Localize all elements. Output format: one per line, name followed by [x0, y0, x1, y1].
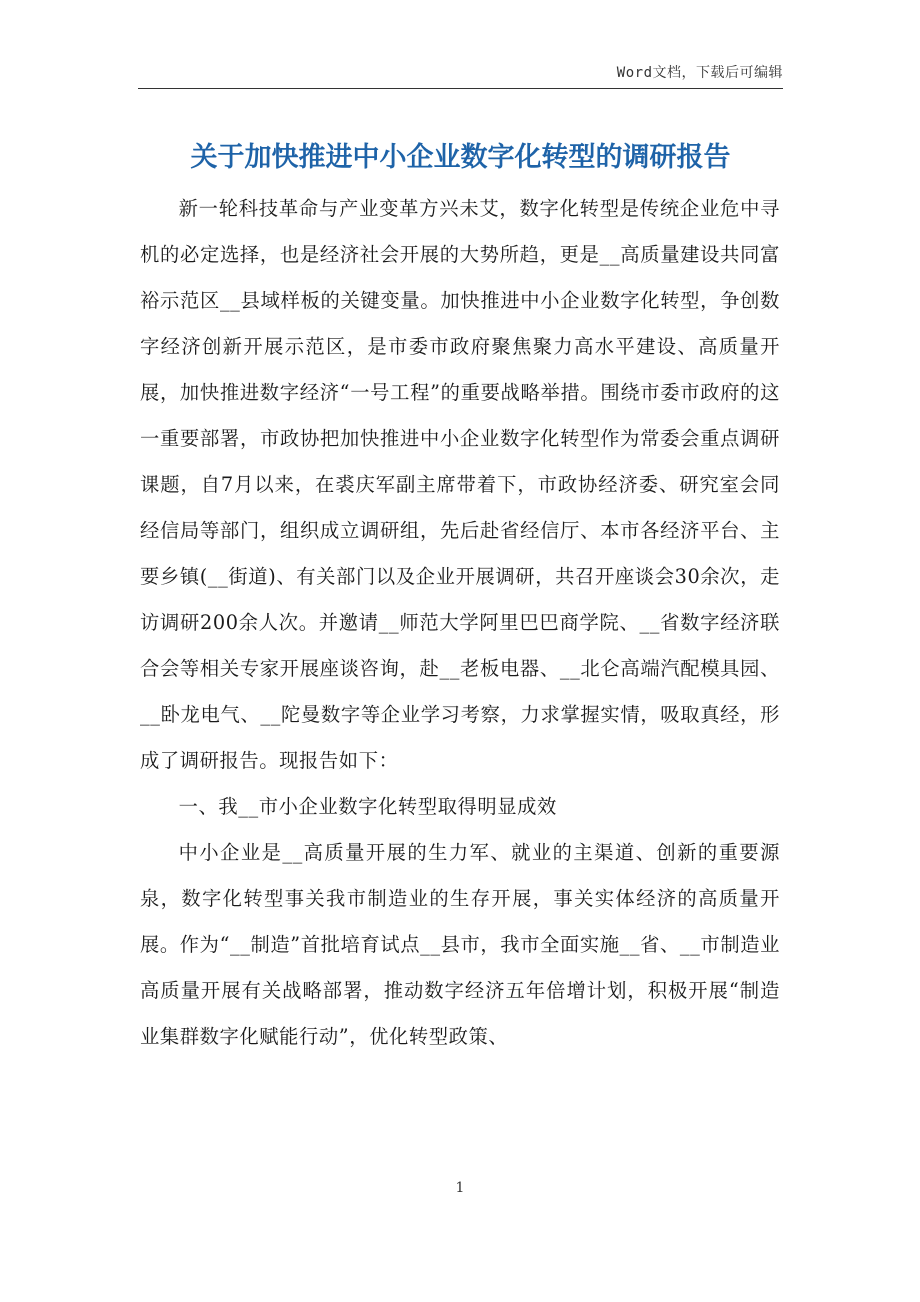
- paragraph-intro: 新一轮科技革命与产业变革方兴未艾，数字化转型是传统企业危中寻机的必定选择，也是经济社会开展的大势所趋，更是__高质量建设共同富裕示范区__县域样板的关键变量。加快推进中小企业数字化转型，争创数字经济创新开展示范区，是市委市政府聚焦聚力高水平建设、高质量开展，加快推进数字经济“一号工程”的重要战略举措。围绕市委市政府的这一重要部署，市政协把加快推进中小企业数字化转型作为常委会重点调研课题，自7月以来，在裘庆军副主席带着下，市政协经济委、研究室会同经信局等部门，组织成立调研组，先后赴省经信厅、本市各经济平台、主要乡镇(__街道)、有关部门以及企业开展调研，共召开座谈会30余次，走访调研200余人次。并邀请__师范大学阿里巴巴商学院、__省数字经济联合会等相关专家开展座谈咨询，赴__老板电器、__北仑高端汽配模具园、__卧龙电气、__陀曼数字等企业学习考察，力求掌握实情，吸取真经，形成了调研报告。现报告如下：: [140, 197, 780, 772]
- section-heading: 一、我__市小企业数字化转型取得明显成效: [178, 795, 557, 818]
- page-number: 1: [455, 1180, 465, 1196]
- header-text: Word文档，下载后可编辑: [616, 65, 783, 81]
- page-header: [138, 62, 783, 89]
- document-body: [140, 186, 780, 1060]
- paragraph-section-one: 中小企业是__高质量开展的生力军、就业的主渠道、创新的重要源泉，数字化转型事关我市制造业的生存开展，事关实体经济的高质量开展。作为“__制造”首批培育试点__县市，我市全面实施__省、__市制造业高质量开展有关战略部署，推动数字经济五年倍增计划，积极开展“制造业集群数字化赋能行动”，优化转型政策、: [140, 841, 780, 1048]
- document-title: 关于加快推进中小企业数字化转型的调研报告: [190, 142, 731, 173]
